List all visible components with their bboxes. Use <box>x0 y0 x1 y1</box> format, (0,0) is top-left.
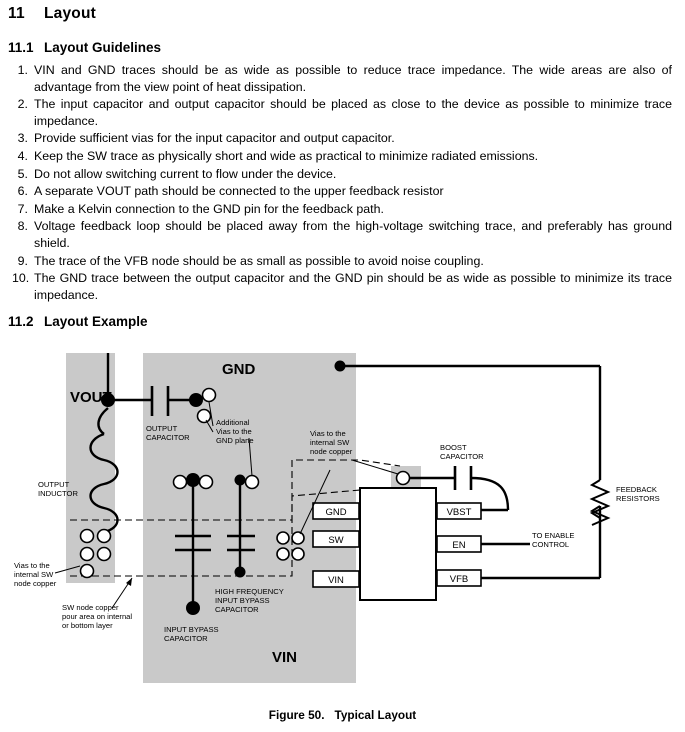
subsection-heading-guidelines <box>8 40 161 55</box>
via-sw-left-2 <box>98 530 111 543</box>
list-item-text: The input capacitor and output capacitor should be placed as close to the device as possible to minimize trace impedance. <box>34 97 672 128</box>
node-dot-hf-cap-bottom <box>235 567 246 578</box>
via-sw-mid-3 <box>277 548 289 560</box>
node-dot-outcap-right <box>189 393 203 407</box>
list-item-number: 7. <box>17 201 28 216</box>
list-item-text: Keep the SW trace as physically short and wide as practical to minimize radiated emissions. <box>34 148 539 163</box>
list-item-number: 3. <box>17 131 28 146</box>
device-pins-left <box>313 503 359 587</box>
node-dot-top-trace <box>335 361 346 372</box>
label-to-enable-control <box>532 531 575 549</box>
via-gnd-plane-5 <box>174 476 187 489</box>
list-item-text: A separate VOUT path should be connected to the upper feedback resistor <box>34 184 444 199</box>
via-sw-left-4 <box>98 548 111 561</box>
list-item-text: VIN and GND traces should be as wide as possible to reduce trace impedance. The wide areas are also of advantage from the view point of heat dissipation. <box>34 63 672 94</box>
svg-text:internal SW: internal SW <box>310 438 350 447</box>
svg-text:pour area on internal: pour area on internal <box>62 612 133 621</box>
pin-label-vbst: VBST <box>446 507 472 518</box>
list-item-number: 10. <box>12 271 30 286</box>
via-sw-mid-2 <box>292 532 304 544</box>
list-item-number: 8. <box>17 219 28 234</box>
layout-guidelines-list <box>12 62 672 304</box>
svg-text:Vias to the: Vias to the <box>310 429 346 438</box>
svg-text:node copper: node copper <box>14 579 57 588</box>
svg-text:FEEDBACK: FEEDBACK <box>616 485 657 494</box>
figure-caption-label: Figure 50. <box>268 708 325 722</box>
svg-text:CAPACITOR: CAPACITOR <box>164 634 208 643</box>
svg-text:CAPACITOR: CAPACITOR <box>146 433 190 442</box>
label-boost-capacitor <box>440 443 484 461</box>
via-sw-left-1 <box>81 530 94 543</box>
svg-text:RESISTORS: RESISTORS <box>616 494 660 503</box>
list-item <box>12 96 672 129</box>
svg-text:Vias to the: Vias to the <box>14 561 50 570</box>
pin-label-vin: VIN <box>328 575 344 586</box>
pin-label-vfb: VFB <box>449 574 469 585</box>
section-number: 11 <box>8 5 25 22</box>
device-pins-right <box>437 503 481 586</box>
list-item <box>12 130 672 147</box>
svg-text:CAPACITOR: CAPACITOR <box>215 605 259 614</box>
pin-label-gnd: GND <box>325 507 347 518</box>
list-item-number: 1. <box>17 63 28 77</box>
pin-label-en: EN <box>452 540 466 551</box>
svg-text:BOOST: BOOST <box>440 443 467 452</box>
list-item <box>12 62 672 95</box>
svg-text:OUTPUT: OUTPUT <box>38 480 70 489</box>
svg-text:INPUT BYPASS: INPUT BYPASS <box>215 596 270 605</box>
via-sw-left-5 <box>81 565 94 578</box>
device-body <box>360 488 436 600</box>
svg-text:SW node copper: SW node copper <box>62 603 119 612</box>
section-heading <box>8 5 96 23</box>
section-title: Layout <box>44 5 97 22</box>
list-item-number: 4. <box>17 148 28 163</box>
svg-text:CONTROL: CONTROL <box>532 540 570 549</box>
label-vias-internal-sw-left <box>14 561 57 588</box>
node-dot-input-cap-bottom <box>186 601 200 615</box>
list-item <box>12 253 672 270</box>
pcb-layout-diagram <box>0 340 685 695</box>
svg-text:HIGH FREQUENCY: HIGH FREQUENCY <box>215 587 284 596</box>
list-item <box>12 201 672 218</box>
via-sw-mid-4 <box>292 548 304 560</box>
via-boost-sw <box>397 472 410 485</box>
pin-label-sw: SW <box>328 535 344 546</box>
svg-text:GND plane: GND plane <box>216 436 254 445</box>
svg-text:OUTPUT: OUTPUT <box>146 424 178 433</box>
label-feedback-resistors <box>616 485 660 503</box>
list-item-number: 2. <box>17 97 28 112</box>
svg-text:internal SW: internal SW <box>14 570 54 579</box>
label-vin-plane: VIN <box>272 649 298 666</box>
list-item <box>12 270 672 303</box>
list-item-text: Do not allow switching current to flow under the device. <box>34 166 337 181</box>
list-item-text: Make a Kelvin connection to the GND pin for the feedback path. <box>34 201 384 216</box>
node-dot-hf-cap-top <box>235 475 246 486</box>
via-gnd-plane-3 <box>200 476 213 489</box>
label-vout: VOUT <box>70 389 112 406</box>
layout-example-figure <box>0 340 685 720</box>
subsection-number-1: 11.1 <box>8 40 34 55</box>
svg-text:INPUT BYPASS: INPUT BYPASS <box>164 625 219 634</box>
via-sw-left-3 <box>81 548 94 561</box>
svg-text:Vias to the: Vias to the <box>216 427 252 436</box>
list-item-text: The trace of the VFB node should be as small as possible to avoid noise coupling. <box>34 253 484 268</box>
via-sw-mid-1 <box>277 532 289 544</box>
list-item <box>12 218 672 251</box>
svg-text:or bottom layer: or bottom layer <box>62 621 113 630</box>
list-item <box>12 148 672 165</box>
via-gnd-plane-4 <box>246 476 259 489</box>
list-item <box>12 183 672 200</box>
figure-caption-title: Typical Layout <box>334 708 417 722</box>
list-item-text: Provide sufficient vias for the input capacitor and output capacitor. <box>34 131 395 146</box>
label-additional-vias <box>216 418 254 445</box>
list-item-number: 5. <box>17 166 28 181</box>
svg-text:INDUCTOR: INDUCTOR <box>38 489 78 498</box>
list-item-text: The GND trace between the output capacitor and the GND pin should be as wide as possible to minimize its trace impedance. <box>34 271 672 302</box>
svg-text:TO ENABLE: TO ENABLE <box>532 531 575 540</box>
svg-text:CAPACITOR: CAPACITOR <box>440 452 484 461</box>
subsection-title-2: Layout Example <box>44 314 148 329</box>
label-gnd-plane: GND <box>222 361 256 378</box>
list-item-number: 9. <box>17 253 28 268</box>
subsection-heading-example <box>8 314 148 329</box>
list-item-text: Voltage feedback loop should be placed away from the high-voltage switching trace, and preferably has ground shield. <box>34 219 672 250</box>
svg-text:Additional: Additional <box>216 418 250 427</box>
figure-caption <box>0 708 685 722</box>
node-dot-input-cap-top <box>186 473 200 487</box>
subsection-title-1: Layout Guidelines <box>44 40 162 55</box>
svg-text:node copper: node copper <box>310 447 353 456</box>
subsection-number-2: 11.2 <box>8 314 34 329</box>
via-gnd-plane-1 <box>203 389 216 402</box>
list-item <box>12 166 672 183</box>
via-gnd-plane-2 <box>198 410 211 423</box>
list-item-number: 6. <box>17 184 28 199</box>
label-sw-node-pour <box>62 603 132 630</box>
